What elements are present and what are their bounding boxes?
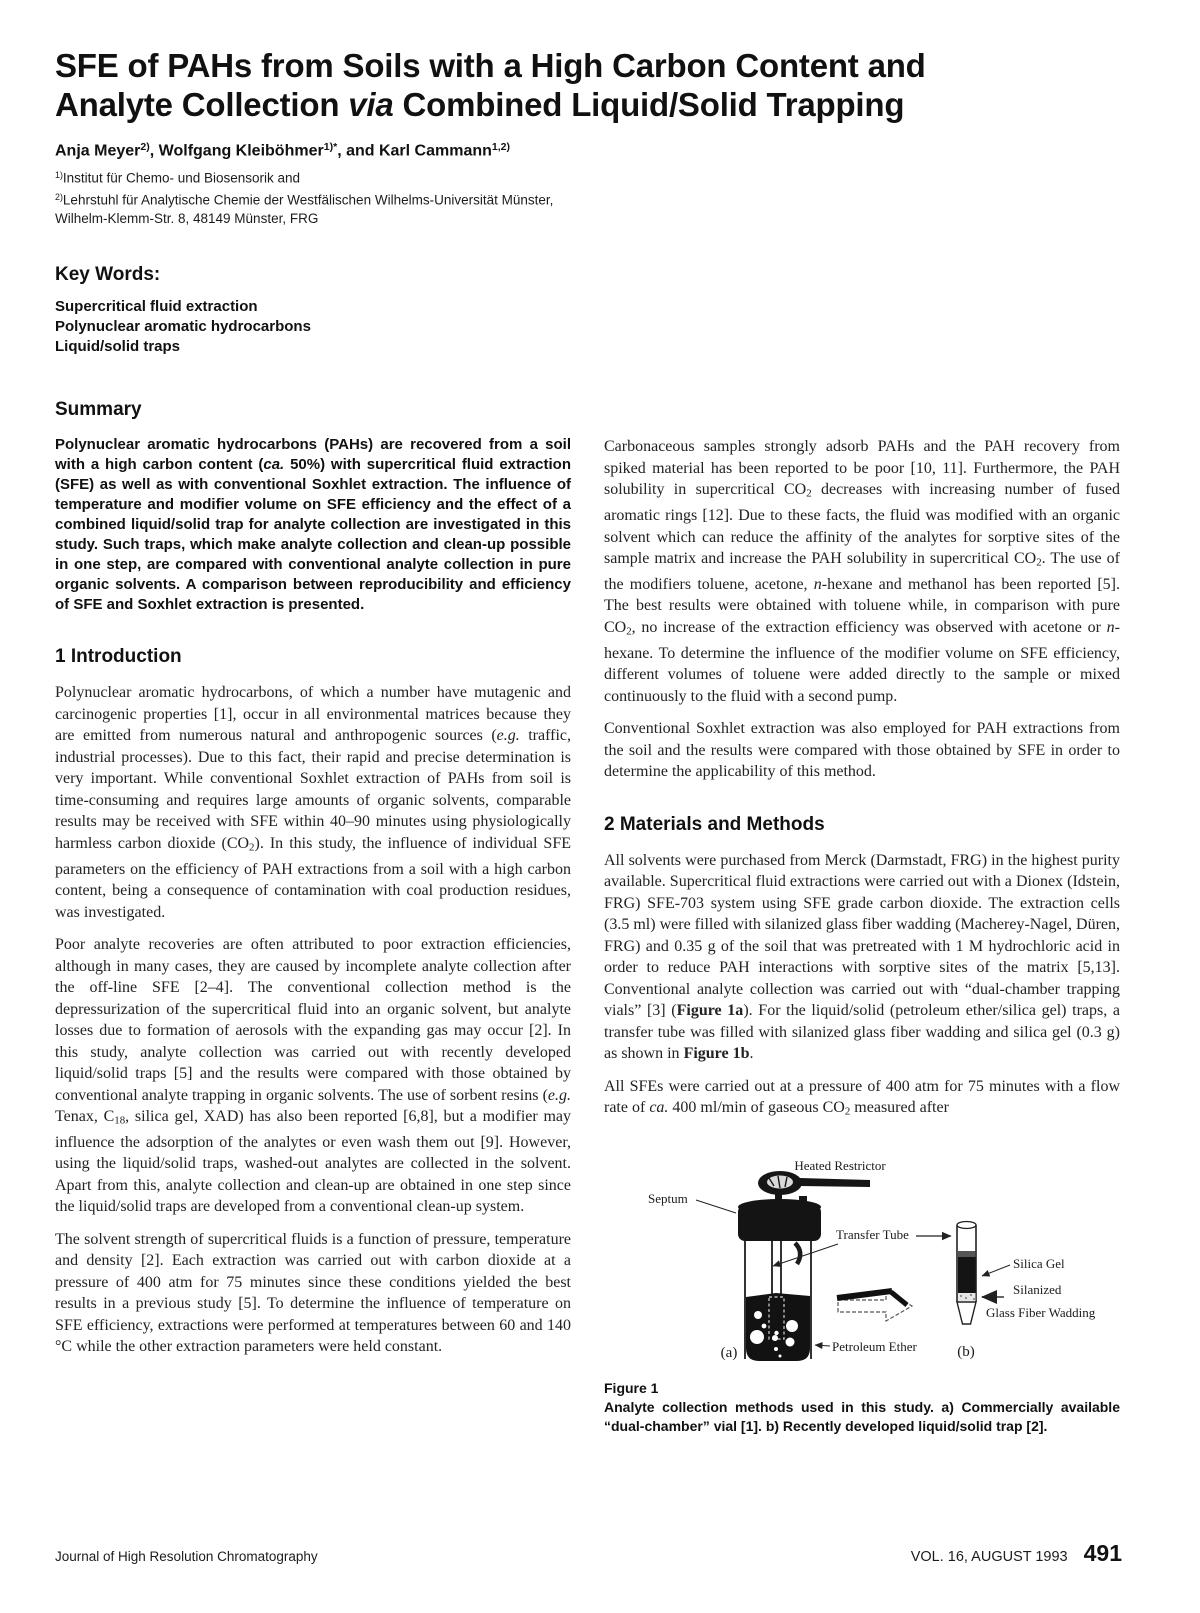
transformation-arrow	[837, 1291, 912, 1321]
silica-gel-label: Silica Gel	[1013, 1256, 1065, 1272]
silica-gel-band	[958, 1257, 976, 1293]
summary-heading: Summary	[55, 399, 142, 421]
figure-1-caption	[604, 1380, 1120, 1436]
right-paragraph-2: Conventional Soxhlet extraction was also employed for PAH extractions from the soil and the results were compared with those obtained by SFE in order to determine the applicability of this method.	[604, 720, 1120, 781]
affiliations	[55, 166, 1120, 228]
silica-gel-cap	[958, 1251, 976, 1257]
author-byline: Anja Meyer$^{2)}$, Wolfgang Kleiböhmer$^{1)*}$, and Karl Cammann$^{1,2)}$	[55, 141, 511, 160]
figure-number: Figure 1	[604, 1380, 659, 1397]
page-number: 491	[1083, 1540, 1122, 1566]
transfer-tube-arrow-left	[773, 1244, 838, 1266]
restrictor-outlet	[795, 1243, 800, 1264]
page-footer	[55, 1540, 1122, 1567]
intro-paragraph-3: The solvent strength of supercritical fluids is a function of pressure, temperature and density [2]. Each extraction was carried out with carbon dioxide at a pressure of 400 atm for 75 minutes since these conditions yielded the best results in a previous study [5]. To determine the influence of temperature on SFE efficiency, extractions were performed at temperatures between 60 and 140 °C while the other extraction parameters were held constant.	[55, 1230, 571, 1356]
silica-gel-arrow	[982, 1265, 1010, 1276]
article-title	[55, 46, 1120, 124]
trap-cone	[957, 1302, 976, 1324]
materials-paragraph-2: All SFEs were carried out at a pressure of 400 atm for 75 minutes with a flow rate of ca. 400 ml/min of gaseous CO2 measured after	[604, 1077, 1120, 1118]
panel-b-label: (b)	[957, 1344, 975, 1361]
panel-a-label: (a)	[720, 1345, 738, 1362]
left-column	[55, 399, 571, 1436]
tube-outlet-dot	[774, 1331, 778, 1335]
wadding-band	[958, 1293, 976, 1301]
intro-paragraph-2: Poor analyte recoveries are often attributed to poor extraction efficiencies, although in many cases, they are caused by incomplete analyte collection after the off-line SFE [2–4]. The conventional collection method is the depressurization of the supercritical fluid into an organic solvent, but analyte losses due to formation of aerosols with the expanding gas may occur [2]. In this study, analyte collection was carried out with recently developed liquid/solid traps [5] and the results were compared with those obtained by conventional analyte trapping in organic solvents. The use of sorbent resins (e.g. Tenax, C18, silica gel, XAD) has also been reported [6,8], but a modifier may influence the adsorption of the analytes or even wash them out [9]. However, using the liquid/solid traps, washed-out analytes are collected in the solvent. Apart from this, analyte collection and clean-up are obtained in one step since the liquid/solid traps are developed from a conventional clean-up system.	[55, 936, 572, 1216]
figure-caption-text: Analyte collection methods used in this study. a) Commercially available “dual-chamber” vial [1]. b) Recently developed liquid/solid trap [2].	[604, 1399, 1120, 1435]
septum-leader-line	[696, 1200, 736, 1213]
petroleum-ether-liquid	[746, 1293, 810, 1361]
block-arrow-stripe	[837, 1291, 892, 1298]
keywords-heading: Key Words:	[55, 264, 161, 286]
silanized-label: Silanized	[1013, 1282, 1062, 1298]
petroleum-ether-arrow	[815, 1345, 830, 1346]
introduction-heading: 1 Introduction	[55, 646, 182, 668]
materials-heading: 2 Materials and Methods	[604, 813, 825, 835]
trap-rim	[957, 1222, 976, 1229]
glass-fiber-wadding-label: Glass Fiber Wadding	[986, 1305, 1096, 1321]
journal-name: Journal of High Resolution Chromatography	[55, 1549, 318, 1564]
article-title-line1: SFE of PAHs from Soils with a High Carbon Content and	[55, 47, 926, 84]
intro-paragraph-1: Polynuclear aromatic hydrocarbons, of which a number have mutagenic and carcinogenic properties [1], occur in all environmental matrices because they are emitted from numerous natural and anthropogenic sources (e.g. traffic, industrial processes). Due to this fact, their rapid and precise determination is very important. While conventional Soxhlet extraction of PAHs from soil is time-consuming and requires large amounts of organic solvents, comparable results may be received with SFE within 40–90 minutes using physiologically harmless carbon dioxide (CO2). In this study, the influence of individual SFE parameters on the efficiency of PAH extractions from a soil with a high carbon content, being a consequence of contamination with coal production residues, was investigated.	[55, 684, 572, 921]
article-title-line2: Analyte Collection via Combined Liquid/Solid Trapping	[55, 86, 905, 123]
affiliation-1: $^{1)}$Institut für Chemo- und Biosensorik and	[55, 170, 301, 186]
keyword-item: Supercritical fluid extraction	[55, 298, 258, 316]
transfer-tube-label: Transfer Tube	[836, 1227, 909, 1243]
affiliation-3: Wilhelm-Klemm-Str. 8, 48149 Münster, FRG	[55, 211, 319, 227]
two-column-body	[55, 399, 1120, 1436]
affiliation-2: $^{2)}$Lehrstuhl für Analytische Chemie der Westfälischen Wilhelms-Universität Münster,	[55, 191, 554, 208]
volume-info: VOL. 16, AUGUST 1993	[910, 1549, 1068, 1565]
keyword-item: Liquid/solid traps	[55, 338, 181, 356]
right-paragraph-1: Carbonaceous samples strongly adsorb PAHs and the PAH recovery from spiked material has been reported to be poor [10, 11]. Furthermore, the PAH solubility in supercritical CO2 decreases with increasing number of fused aromatic rings [12]. Due to these facts, the fluid was modified with an organic solvent which can reduce the affinity of the analytes for sorptive sites of the sample matrix and increase the PAH solubility in supercritical CO2. The use of the modifiers toluene, acetone, n-hexane and methanol has been reported [5]. The best results were obtained with toluene while, in comparison with pure CO2, no increase of the extraction efficiency was observed with acetone or n-hexane. To determine the influence of the modifier volume on SFE efficiency, different volumes of toluene were added directly to the sample or mixed continuously to the fluid with a second pump.	[604, 438, 1120, 705]
figure-1	[604, 1137, 1120, 1436]
restrictor-arm	[800, 1178, 870, 1187]
materials-paragraph-1: All solvents were purchased from Merck (Darmstadt, FRG) in the highest purity available. Supercritical fluid extractions were carried out with a Dionex (Idstein, FRG) SFE-703 system using SFE grade carbon dioxide. The extraction cells (3.5 ml) were filled with silanized glass fiber wadding (Macherey-Nagel, Düren, FRG) and 0.35 g of the soil that was pretreated with 1 M hydrochloric acid in order to reduce PAH interactions with sorptive sites of the matrix [5,13]. Conventional analyte collection was carried out with “dual-chamber trapping vials” [3] (Figure 1a). For the liquid/solid (petroleum ether/silica gel) traps, a transfer tube was filled with silanized glass fiber wadding and silica gel (0.3 g) as shown in Figure 1b.	[604, 851, 1121, 1063]
figure-1-diagram	[604, 1137, 1120, 1367]
summary-paragraph: Polynuclear aromatic hydrocarbons (PAHs) are recovered from a soil with a high carbon content (ca. 50%) with supercritical fluid extraction (SFE) as well as with conventional Soxhlet extraction. The influence of temperature and modifier volume on SFE efficiency and the effect of a combined liquid/solid trap for analyte collection are investigated in this study. Such traps, which make analyte collection and clean-up possible in one step, are compared with conventional analyte collection in pure organic solvents. A comparison between reproducibility and efficiency of SFE and Soxhlet extraction is presented.	[55, 436, 572, 614]
right-column	[604, 399, 1120, 1436]
heated-restrictor-label: Heated Restrictor	[794, 1158, 886, 1174]
petroleum-ether-label: Petroleum Ether	[832, 1339, 917, 1355]
vial-cap	[738, 1205, 821, 1241]
dual-chamber-vial	[738, 1171, 870, 1361]
footer-right	[911, 1540, 1122, 1567]
septum-label: Septum	[648, 1191, 688, 1207]
keywords-list	[55, 297, 1120, 357]
liquid-solid-trap	[957, 1222, 976, 1325]
keyword-item: Polynuclear aromatic hydrocarbons	[55, 318, 311, 336]
